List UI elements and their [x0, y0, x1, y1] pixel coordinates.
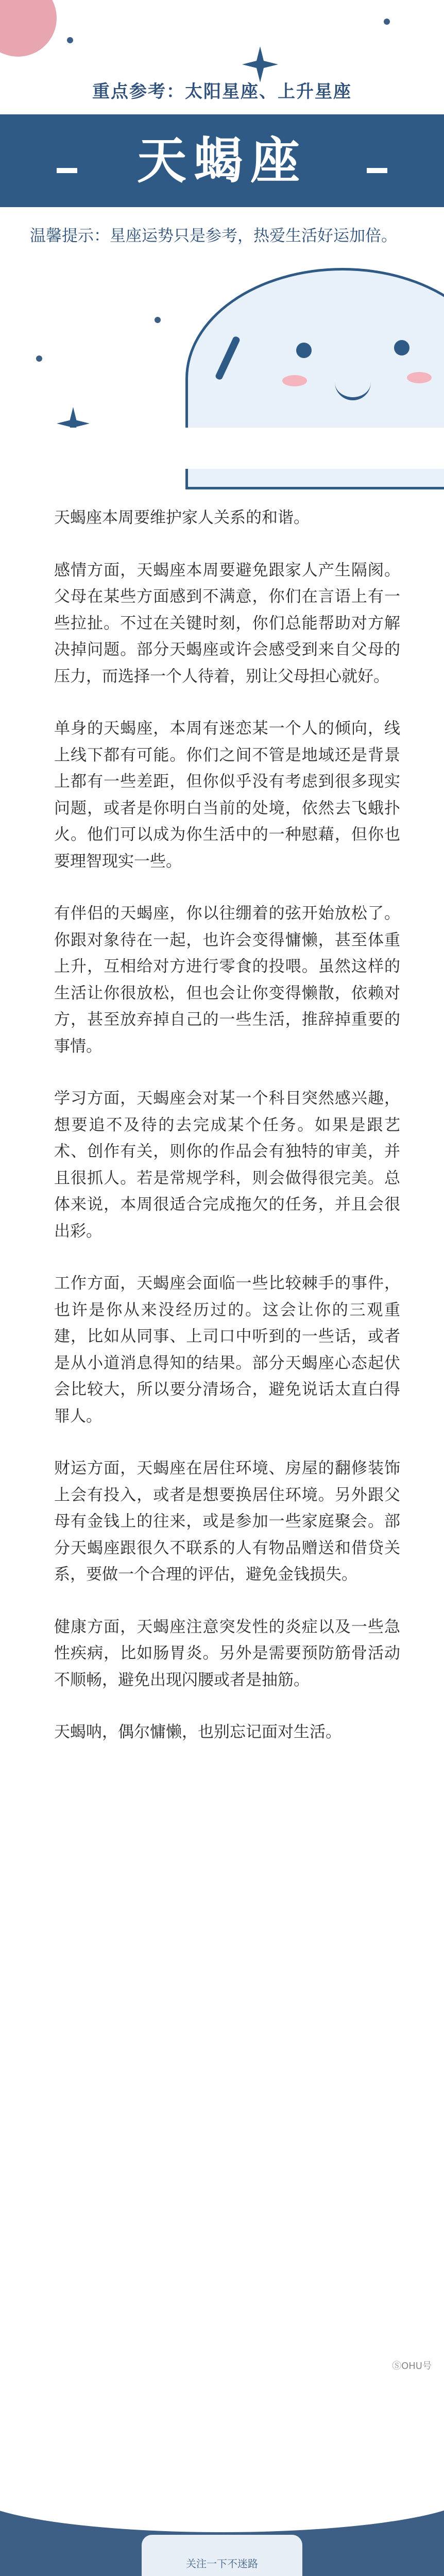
mascot-eye [394, 340, 409, 355]
dot-decoration [384, 19, 390, 25]
header-bottom [0, 428, 444, 469]
watermark-label: ⓈOHU号 [389, 2357, 435, 2374]
page-title: 天蝎座 [137, 132, 307, 190]
tip-text: 温馨提示：星座运势只是参考，热爱生活好运加倍。 [30, 227, 397, 245]
article-body [54, 505, 400, 1772]
paragraph: 学习方面，天蝎座会对某一个科目突然感兴趣，想要追不及待的去完成某个任务。如果是跟艺术、创作有关，则你的作品会有独特的审美，并且很抓人。若是常规学科，则会做得很完美。总体来说，本周很适合完成拖欠的任务，并且会很出彩。 [54, 1089, 400, 1241]
paragraph: 健康方面，天蝎座注意突发性的炎症以及一些急性疾病，比如肠胃炎。另外是需要预防筋骨活动不顺畅，避免出现闪腰或者是抽筋。 [54, 1617, 400, 1689]
header [0, 0, 444, 464]
dot-decoration [36, 355, 42, 362]
dot-decoration [155, 317, 161, 323]
mascot-blush [407, 372, 432, 383]
paragraph: 天蝎呐，偶尔慵懒，也别忘记面对生活。 [54, 1723, 341, 1741]
mascot-blush [282, 375, 307, 386]
paragraph: 工作方面，天蝎座会面临一些比较棘手的事件，也许是你从来没经历过的。这会让你的三观重建，比如从同事、上司口中听到的一些话，或者是从小道消息得知的结果。部分天蝎座心态起伏会比较大，所以要分清场合，避免说话太直白得罪人。 [54, 1274, 400, 1426]
paragraph: 财运方面，天蝎座在居住环境、房屋的翻修装饰上会有投入，或者是想要换居住环境。另外跟父母有金钱上的往来，或是参加一些家庭聚会。部分天蝎座跟很久不联系的人有物品赠送和借贷关系，要做一个合理的评估，避免金钱损失。 [54, 1459, 400, 1584]
paragraph: 单身的天蝎座，本周有迷恋某一个人的倾向，线上线下都有可能。你们之间不管是地域还是背景上都有一些差距，但你似乎没有考虑到很多现实问题，或者是你明白当前的处境，依然去飞蛾扑火。他们可以成为你生活中的一种慰藉，但你也要理智现实一些。 [54, 719, 400, 871]
reference-note: 重点参考：太阳星座、上升星座 [92, 81, 352, 102]
paragraph: 天蝎座本周要维护家人关系的和谐。 [54, 509, 310, 527]
paragraph: 有伴侣的天蝎座，你以往绷着的弦开始放松了。你跟对象待在一起，也许会变得慵懒，甚至体重上升，互相给对方进行零食的投喂。虽然这样的生活让你很放松，但也会让你变得懒散，依赖对方，甚至放弃掉自己的一些生活，推辞掉重要的事情。 [54, 904, 400, 1056]
planet-decoration [0, 0, 57, 57]
paragraph: 感情方面，天蝎座本周要避免跟家人产生隔阂。父母在某些方面感到不满意，你们在言语上有一些拉扯。不过在关键时刻，你们总能帮助对方解决掉问题。部分天蝎座或许会感受到来自父母的压力，而选择一个人待着，别让父母担心就好。 [54, 561, 400, 686]
follow-text: 关注一下不迷路 [186, 2557, 258, 2570]
dot-decoration [67, 37, 73, 43]
mascot-eye [296, 343, 312, 358]
footer-wave-white [0, 2450, 444, 2532]
